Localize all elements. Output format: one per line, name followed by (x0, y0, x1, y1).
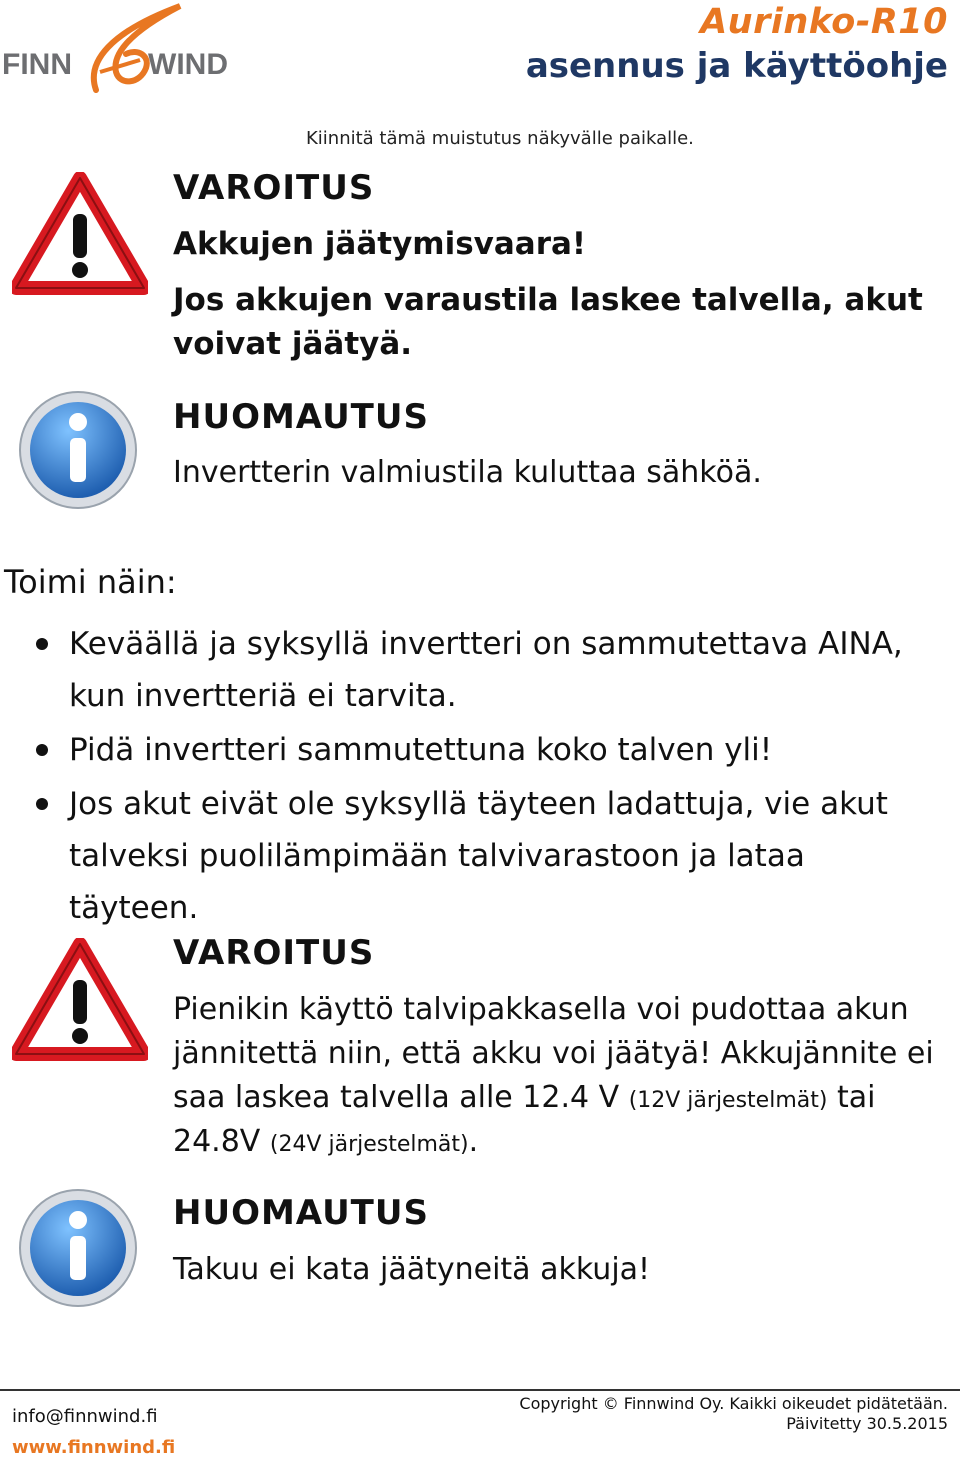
list-item: Jos akut eivät ole syksyllä täyteen ladattuja, vie akut talveksi puolilämpimään talvivarastoon ja lataa täyteen. (36, 778, 936, 934)
instructions-heading: Toimi näin: (4, 563, 177, 601)
footer-email-link[interactable]: info@finnwind.fi (12, 1406, 158, 1427)
list-item: Keväällä ja syksyllä invertteri on sammutettava AINA, kun invertteriä ei tarvita. (36, 618, 936, 722)
notice3-line2: jännitettä niin, että akku voi jäätyä! Akkujännite ei (173, 1036, 934, 1071)
list-item: Pidä invertteri sammutettuna koko talven yli! (36, 724, 936, 776)
notice2-text: Invertterin valmiustila kuluttaa sähköä. (173, 455, 762, 490)
logo-text-left: FINN (2, 48, 72, 81)
document-title: Aurinko-R10 (700, 2, 948, 42)
notice1-heading: VAROITUS (173, 168, 375, 208)
notice1-line1: Akkujen jäätymisvaara! (173, 226, 587, 262)
footer-copyright: Copyright © Finnwind Oy. Kaikki oikeudet pidätetään. (519, 1394, 948, 1413)
info-icon (16, 388, 140, 512)
footer-updated-date: Päivitetty 30.5.2015 (786, 1414, 948, 1433)
warning-triangle-icon (12, 172, 148, 296)
bullet-icon (36, 798, 48, 810)
info-icon (16, 1186, 140, 1310)
bullet-icon (36, 744, 48, 756)
notice3-line4: 24.8V (24V järjestelmät). (173, 1124, 479, 1159)
notice2-heading: HUOMAUTUS (173, 397, 429, 437)
finnwind-logo (0, 2, 262, 94)
instructions-list (36, 618, 936, 936)
pin-note: Kiinnitä tämä muistutus näkyvälle paikalle. (306, 128, 694, 149)
notice1-line3: voivat jäätyä. (173, 326, 413, 362)
warning-triangle-icon (12, 938, 148, 1062)
bullet-icon (36, 638, 48, 650)
notice3-line1: Pienikin käyttö talvipakkasella voi pudottaa akun (173, 992, 909, 1027)
document-subtitle: asennus ja käyttöohje (525, 46, 948, 86)
logo-text-right: WIND (148, 48, 228, 81)
notice1-line2: Jos akkujen varaustila laskee talvella, akut (173, 282, 923, 318)
notice4-heading: HUOMAUTUS (173, 1193, 429, 1233)
footer-website-link[interactable]: www.finnwind.fi (12, 1437, 176, 1458)
footer-divider (0, 1389, 960, 1391)
notice3-heading: VAROITUS (173, 933, 375, 973)
notice3-line3: saa laskea talvella alle 12.4 V (12V järjestelmät) tai (173, 1080, 876, 1115)
notice4-text: Takuu ei kata jäätyneitä akkuja! (173, 1252, 651, 1287)
